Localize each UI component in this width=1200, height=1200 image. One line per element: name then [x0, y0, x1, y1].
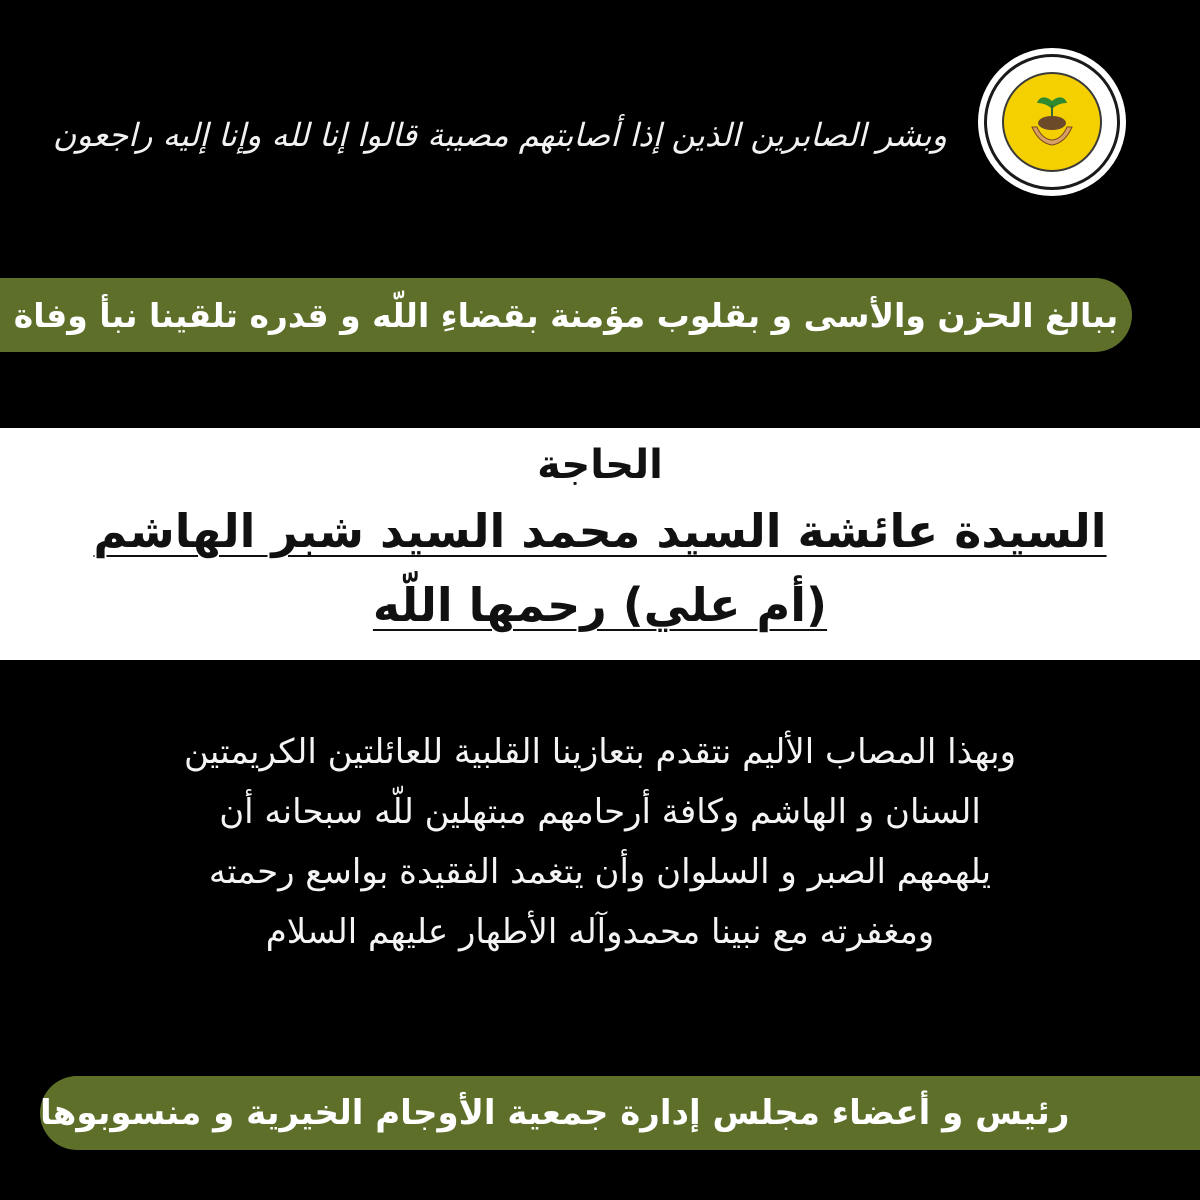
deceased-kunya-line: [0, 578, 1200, 632]
deceased-kunya: (أم علي) رحمها اللّه: [372, 578, 828, 632]
deceased-name: السيدة عائشة السيد محمد السيد شبر الهاشم: [93, 504, 1107, 558]
deceased-title: الحاجة: [537, 442, 663, 488]
quran-verse-calligraphy: وبشر الصابرين الذين إذا أصابتهم مصيبة قالوا إنا لله وإنا إليه راجعون: [52, 116, 948, 154]
message-line: السنان و الهاشم وكافة أرحامهم مبتهلين للّه سبحانه أن: [219, 792, 981, 832]
deceased-name-line: [0, 504, 1200, 558]
announcement-banner: ببالغ الحزن والأسى و بقلوب مؤمنة بقضاءِ اللّه و قدره تلقينا نبأ وفاة: [0, 278, 1132, 352]
message-line: ومغفرته مع نبينا محمدوآله الأطهار عليهم السلام: [265, 912, 935, 952]
hands-plant-icon: [1017, 87, 1087, 157]
message-line: وبهذا المصاب الأليم نتقدم بتعازينا القلبية للعائلتين الكريمتين: [183, 732, 1017, 772]
logo-ring: [984, 54, 1120, 190]
condolence-message: [20, 722, 1180, 962]
organization-logo: [978, 48, 1126, 196]
deceased-panel: [0, 428, 1200, 660]
message-line: يلهمهم الصبر و السلوان وأن يتغمد الفقيدة بواسع رحمته: [208, 852, 992, 892]
signature-banner: رئيس و أعضاء مجلس إدارة جمعية الأوجام الخيرية و منسوبوها: [40, 1076, 1200, 1150]
logo-emblem: [1002, 72, 1102, 172]
